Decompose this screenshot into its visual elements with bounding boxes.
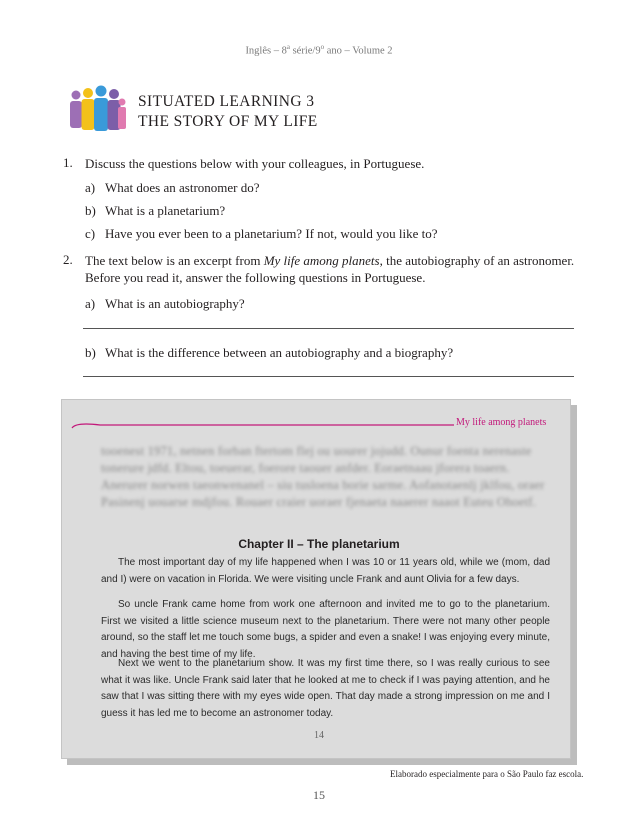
book-paragraph-1: The most important day of my life happened when I was 10 or 11 years old, while we (mom, dad and I) were on vacation in Florida. We were visiting uncle Frank and aunt Olivia for a few days. [101, 557, 550, 585]
book-title: My life among planets [456, 417, 547, 428]
answer-line-2a[interactable] [83, 328, 574, 329]
question-1b: b) What is a planetarium? [85, 203, 226, 218]
book-page-number: 14 [314, 730, 324, 741]
section-title-line2: THE STORY OF MY LIFE [138, 113, 318, 130]
footer-note: Elaborado especialmente para o São Paulo faz escola. [390, 769, 584, 779]
question-2-text: The text below is an excerpt from My life among planets, the autobiography of an astronomer. Before you read it, answer the following questions in Portuguese. [85, 253, 575, 285]
question-1a: a) What does an astronomer do? [85, 180, 260, 195]
question-1-text: Discuss the questions below with your colleagues, in Portuguese. [85, 156, 425, 171]
book-paragraph-3: Next we went to the planetarium show. It was my first time there, so I was really curious to see what it was like. Uncle Frank said later that he looked at me to check if I was paying attention, and he saw that I was sitting there with my eyes wide open. That day made a strong impression on me and I guess it has led me to become an astronomer today. [101, 658, 550, 719]
question-1c: c) Have you ever been to a planetarium? If not, would you like to? [85, 226, 438, 241]
answer-line-2b[interactable] [83, 376, 574, 377]
section-title [138, 92, 318, 132]
people-group-icon [68, 82, 128, 132]
section-title-line1: SITUATED LEARNING 3 [138, 93, 315, 110]
title-swoosh-line [70, 416, 460, 432]
question-1-number: 1. [63, 155, 73, 170]
question-2b: b) What is the difference between an autobiography and a biography? [85, 345, 454, 360]
question-2a: a) What is an autobiography? [85, 296, 245, 311]
running-header: Inglês – 8$^a$ série/9$^o$ ano – Volume 2 [245, 43, 393, 57]
page-number: 15 [313, 788, 325, 802]
book-paragraph-2: So uncle Frank came home from work one afternoon and invited me to go to the planetarium. First we visited a little science museum next to the planetarium. There were not many other people around, so the staff let me touch some bugs, a spider and even a snake! I was enjoying every minute, and having the best time of my life. [101, 599, 550, 660]
blurred-text: tooenest 1971, netnen forban ftertom flej ou uourer jojudd. Ounur foenta nerenaste tonerure jdfd. Eltou, toeuerar, foerore taouer anfder. Eoraetnaau jforera toaern. Anerurer norwen taeonwenanel – siu tusloena borie sarme. Aofanotaenlj jklfou, oraer Pasinenj uouarse mdjfou. Rouaer craier uoraer fjenaeta naaerer naaot Euteu Ohoetf. [101, 444, 545, 509]
question-2-number: 2. [63, 252, 73, 267]
chapter-title: Chapter II – The planetarium [238, 537, 400, 551]
